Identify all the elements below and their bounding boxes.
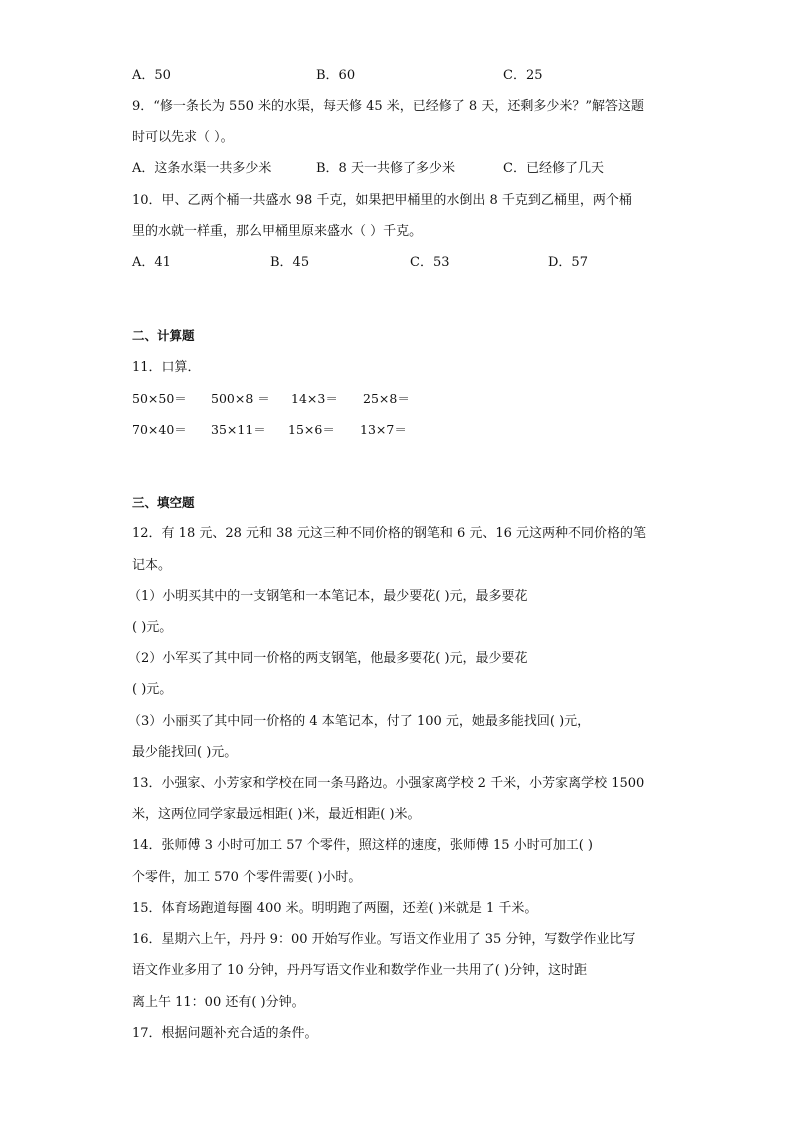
q10-option-c: C．53 (410, 255, 450, 270)
q9-option-b: B．8 天一共修了多少米 (316, 161, 455, 176)
q14-line-1: 14．张师傅 3 小时可加工 57 个零件，照这样的速度，张师傅 15 小时可加工( ) (132, 838, 593, 853)
q8-option-a: A．50 (132, 68, 171, 83)
q8-option-c: C．25 (503, 68, 543, 83)
q11-expr: 50×50＝ (132, 391, 187, 406)
q9-option-a: A．这条水渠一共多少米 (132, 161, 272, 176)
q11-prompt: 11．口算． (132, 360, 201, 375)
q9-line-1: 9．“修一条长为 550 米的水渠，每天修 45 米，已经修了 8 天，还剩多少米？”解答这题 (132, 99, 644, 114)
section-3-title: 三、填空题 (132, 495, 195, 510)
q10-option-b: B．45 (270, 255, 310, 270)
q12-line-2: 记本。 (132, 558, 172, 573)
q11-expr: 70×40＝ (132, 422, 187, 437)
q11-expr: 500×8 ＝ (211, 391, 270, 406)
q12-sub2-line-1: （2）小军买了其中同一价格的两支钢笔，他最多要花( )元，最少要花 (128, 651, 528, 666)
section-2-title: 二、计算题 (132, 328, 195, 343)
q10-line-2: 里的水就一样重，那么甲桶里原来盛水（ ）千克。 (132, 224, 423, 239)
q16-line-2: 语文作业多用了 10 分钟，丹丹写语文作业和数学作业一共用了( )分钟，这时距 (132, 963, 588, 978)
q10-line-1: 10．甲、乙两个桶一共盛水 98 千克，如果把甲桶里的水倒出 8 千克到乙桶里，两个桶 (132, 193, 632, 208)
q11-expr: 14×3＝ (291, 391, 338, 406)
q17-line: 17．根据问题补充合适的条件。 (132, 1026, 318, 1041)
q11-expr: 15×6＝ (288, 422, 335, 437)
q9-option-c: C．已经修了几天 (503, 161, 604, 176)
q12-sub1-line-1: （1）小明买其中的一支钢笔和一本笔记本，最少要花( )元，最多要花 (128, 589, 528, 604)
q12-line-1: 12．有 18 元、28 元和 38 元这三种不同价格的钢笔和 6 元、16 元这两种不同价格的笔 (132, 526, 647, 541)
q10-option-a: A．41 (132, 255, 171, 270)
q13-line-2: 米，这两位同学家最远相距( )米，最近相距( )米。 (132, 807, 421, 822)
q12-sub1-line-2: ( )元。 (132, 620, 173, 635)
q13-line-1: 13．小强家、小芳家和学校在同一条马路边。小强家离学校 2 千米，小芳家离学校 1500 (132, 776, 645, 791)
q11-expr: 25×8＝ (363, 391, 410, 406)
q14-line-2: 个零件，加工 570 个零件需要( )小时。 (132, 870, 362, 885)
q12-sub3-line-2: 最少能找回( )元。 (132, 745, 238, 760)
q11-expr: 13×7＝ (360, 422, 407, 437)
q16-line-1: 16．星期六上午，丹丹 9：00 开始写作业。写语文作业用了 35 分钟，写数学作业比写 (132, 932, 636, 947)
q12-sub3-line-1: （3）小丽买了其中同一价格的 4 本笔记本，付了 100 元，她最多能找回( )元， (128, 714, 591, 729)
q9-line-2: 时可以先求（ ）。 (132, 130, 234, 145)
q10-option-d: D．57 (548, 255, 588, 270)
q8-option-b: B．60 (316, 68, 356, 83)
q16-line-3: 离上午 11：00 还有( )分钟。 (132, 995, 305, 1010)
q11-expr: 35×11＝ (211, 422, 266, 437)
q15-line: 15．体育场跑道每圈 400 米。明明跑了两圈，还差( )米就是 1 千米。 (132, 901, 538, 916)
q12-sub2-line-2: ( )元。 (132, 682, 173, 697)
